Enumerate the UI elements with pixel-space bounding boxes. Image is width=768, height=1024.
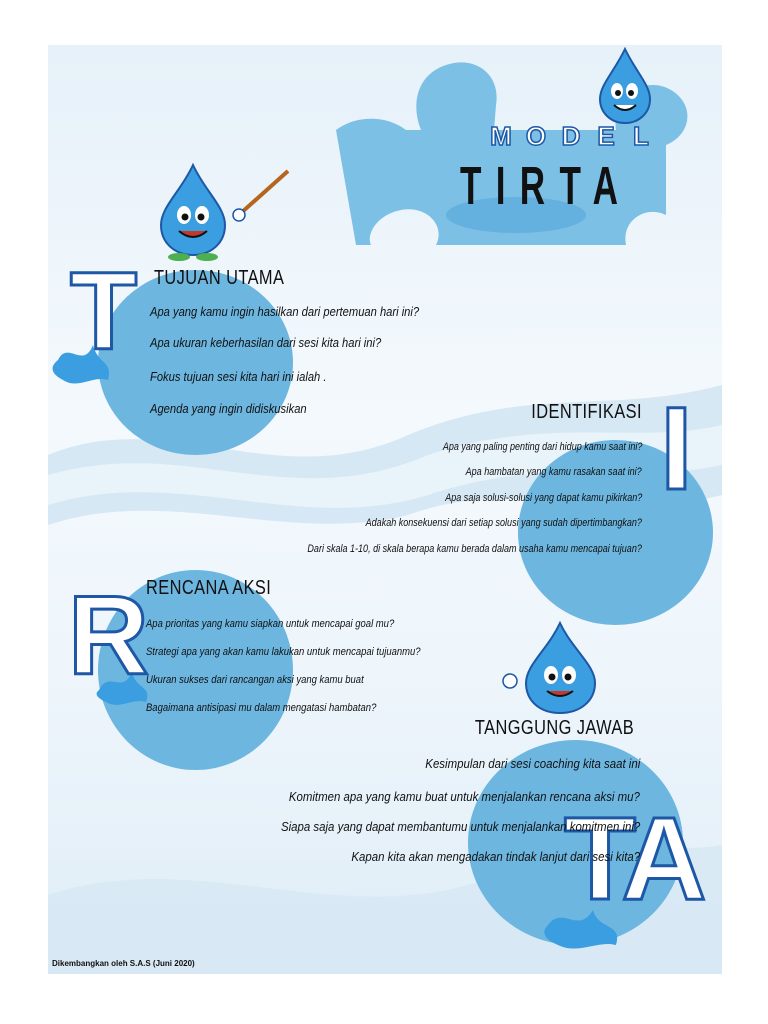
- poster: [48, 45, 722, 974]
- section-i-item: Apa hambatan yang kamu rasakan saat ini?: [465, 466, 642, 478]
- pointer-stick-icon: [241, 171, 288, 213]
- section-r-letter: R: [68, 573, 149, 698]
- section-i-title: IDENTIFIKASI: [531, 401, 642, 423]
- model-letter: D: [561, 121, 581, 151]
- section-ta-item: Kesimpulan dari sesi coaching kita saat ini: [425, 756, 640, 771]
- section-i-letter: I: [660, 383, 693, 515]
- section-ta-letter: TA: [564, 793, 701, 925]
- page-title: TIRTA: [460, 156, 633, 216]
- section-t-item: Agenda yang ingin didiskusikan: [150, 401, 307, 416]
- section-ta-title: TANGGUNG JAWAB: [474, 717, 634, 739]
- water-drop-mascot-icon: [153, 163, 293, 263]
- section-t-item: Apa yang kamu ingin hasilkan dari pertemuan hari ini?: [150, 304, 420, 319]
- section-r-item: Bagaimana antisipasi mu dalam mengatasi hambatan?: [146, 702, 377, 714]
- model-letters: [488, 122, 654, 150]
- water-drop-mascot-icon: [596, 47, 654, 125]
- section-ta-item: Komitmen apa yang kamu buat untuk menjalankan rencana aksi mu?: [288, 789, 640, 804]
- footer-credit: Dikembangkan oleh S.A.S (Juni 2020): [52, 959, 195, 968]
- section-r-item: Ukuran sukses dari rancangan aksi yang kamu buat: [146, 674, 364, 686]
- section-r-item: Strategi apa yang akan kamu lakukan untuk mencapai tujuanmu?: [146, 646, 421, 658]
- model-letter: L: [633, 121, 649, 151]
- section-r-item: Apa prioritas yang kamu siapkan untuk mencapai goal mu?: [146, 618, 395, 630]
- section-t-letter: T: [70, 250, 138, 373]
- water-drop-mascot-icon: [500, 621, 615, 716]
- section-i-item: Adakah konsekuensi dari setiap solusi yang sudah dipertimbangkan?: [365, 517, 642, 529]
- section-t-item: Apa ukuran keberhasilan dari sesi kita hari ini?: [150, 335, 382, 350]
- section-ta-item: Kapan kita akan mengadakan tindak lanjut dari sesi kita?: [351, 849, 640, 864]
- model-letter: M: [490, 121, 512, 151]
- section-i-item: Apa yang paling penting dari hidup kamu saat ini?: [442, 441, 642, 453]
- section-i-item: Apa saja solusi-solusi yang dapat kamu pikirkan?: [444, 492, 642, 504]
- model-letter: O: [525, 121, 547, 151]
- section-t-item: Fokus tujuan sesi kita hari ini ialah .: [150, 369, 327, 384]
- section-i-item: Dari skala 1-10, di skala berapa kamu berada dalam usaha kamu mencapai tujuan?: [307, 543, 642, 555]
- model-letter: E: [597, 121, 615, 151]
- section-r-title: RENCANA AKSI: [146, 577, 272, 599]
- section-t-title: TUJUAN UTAMA: [154, 267, 285, 289]
- section-ta-item: Siapa saja yang dapat membantumu untuk menjalankan komitmen ini?: [280, 819, 640, 834]
